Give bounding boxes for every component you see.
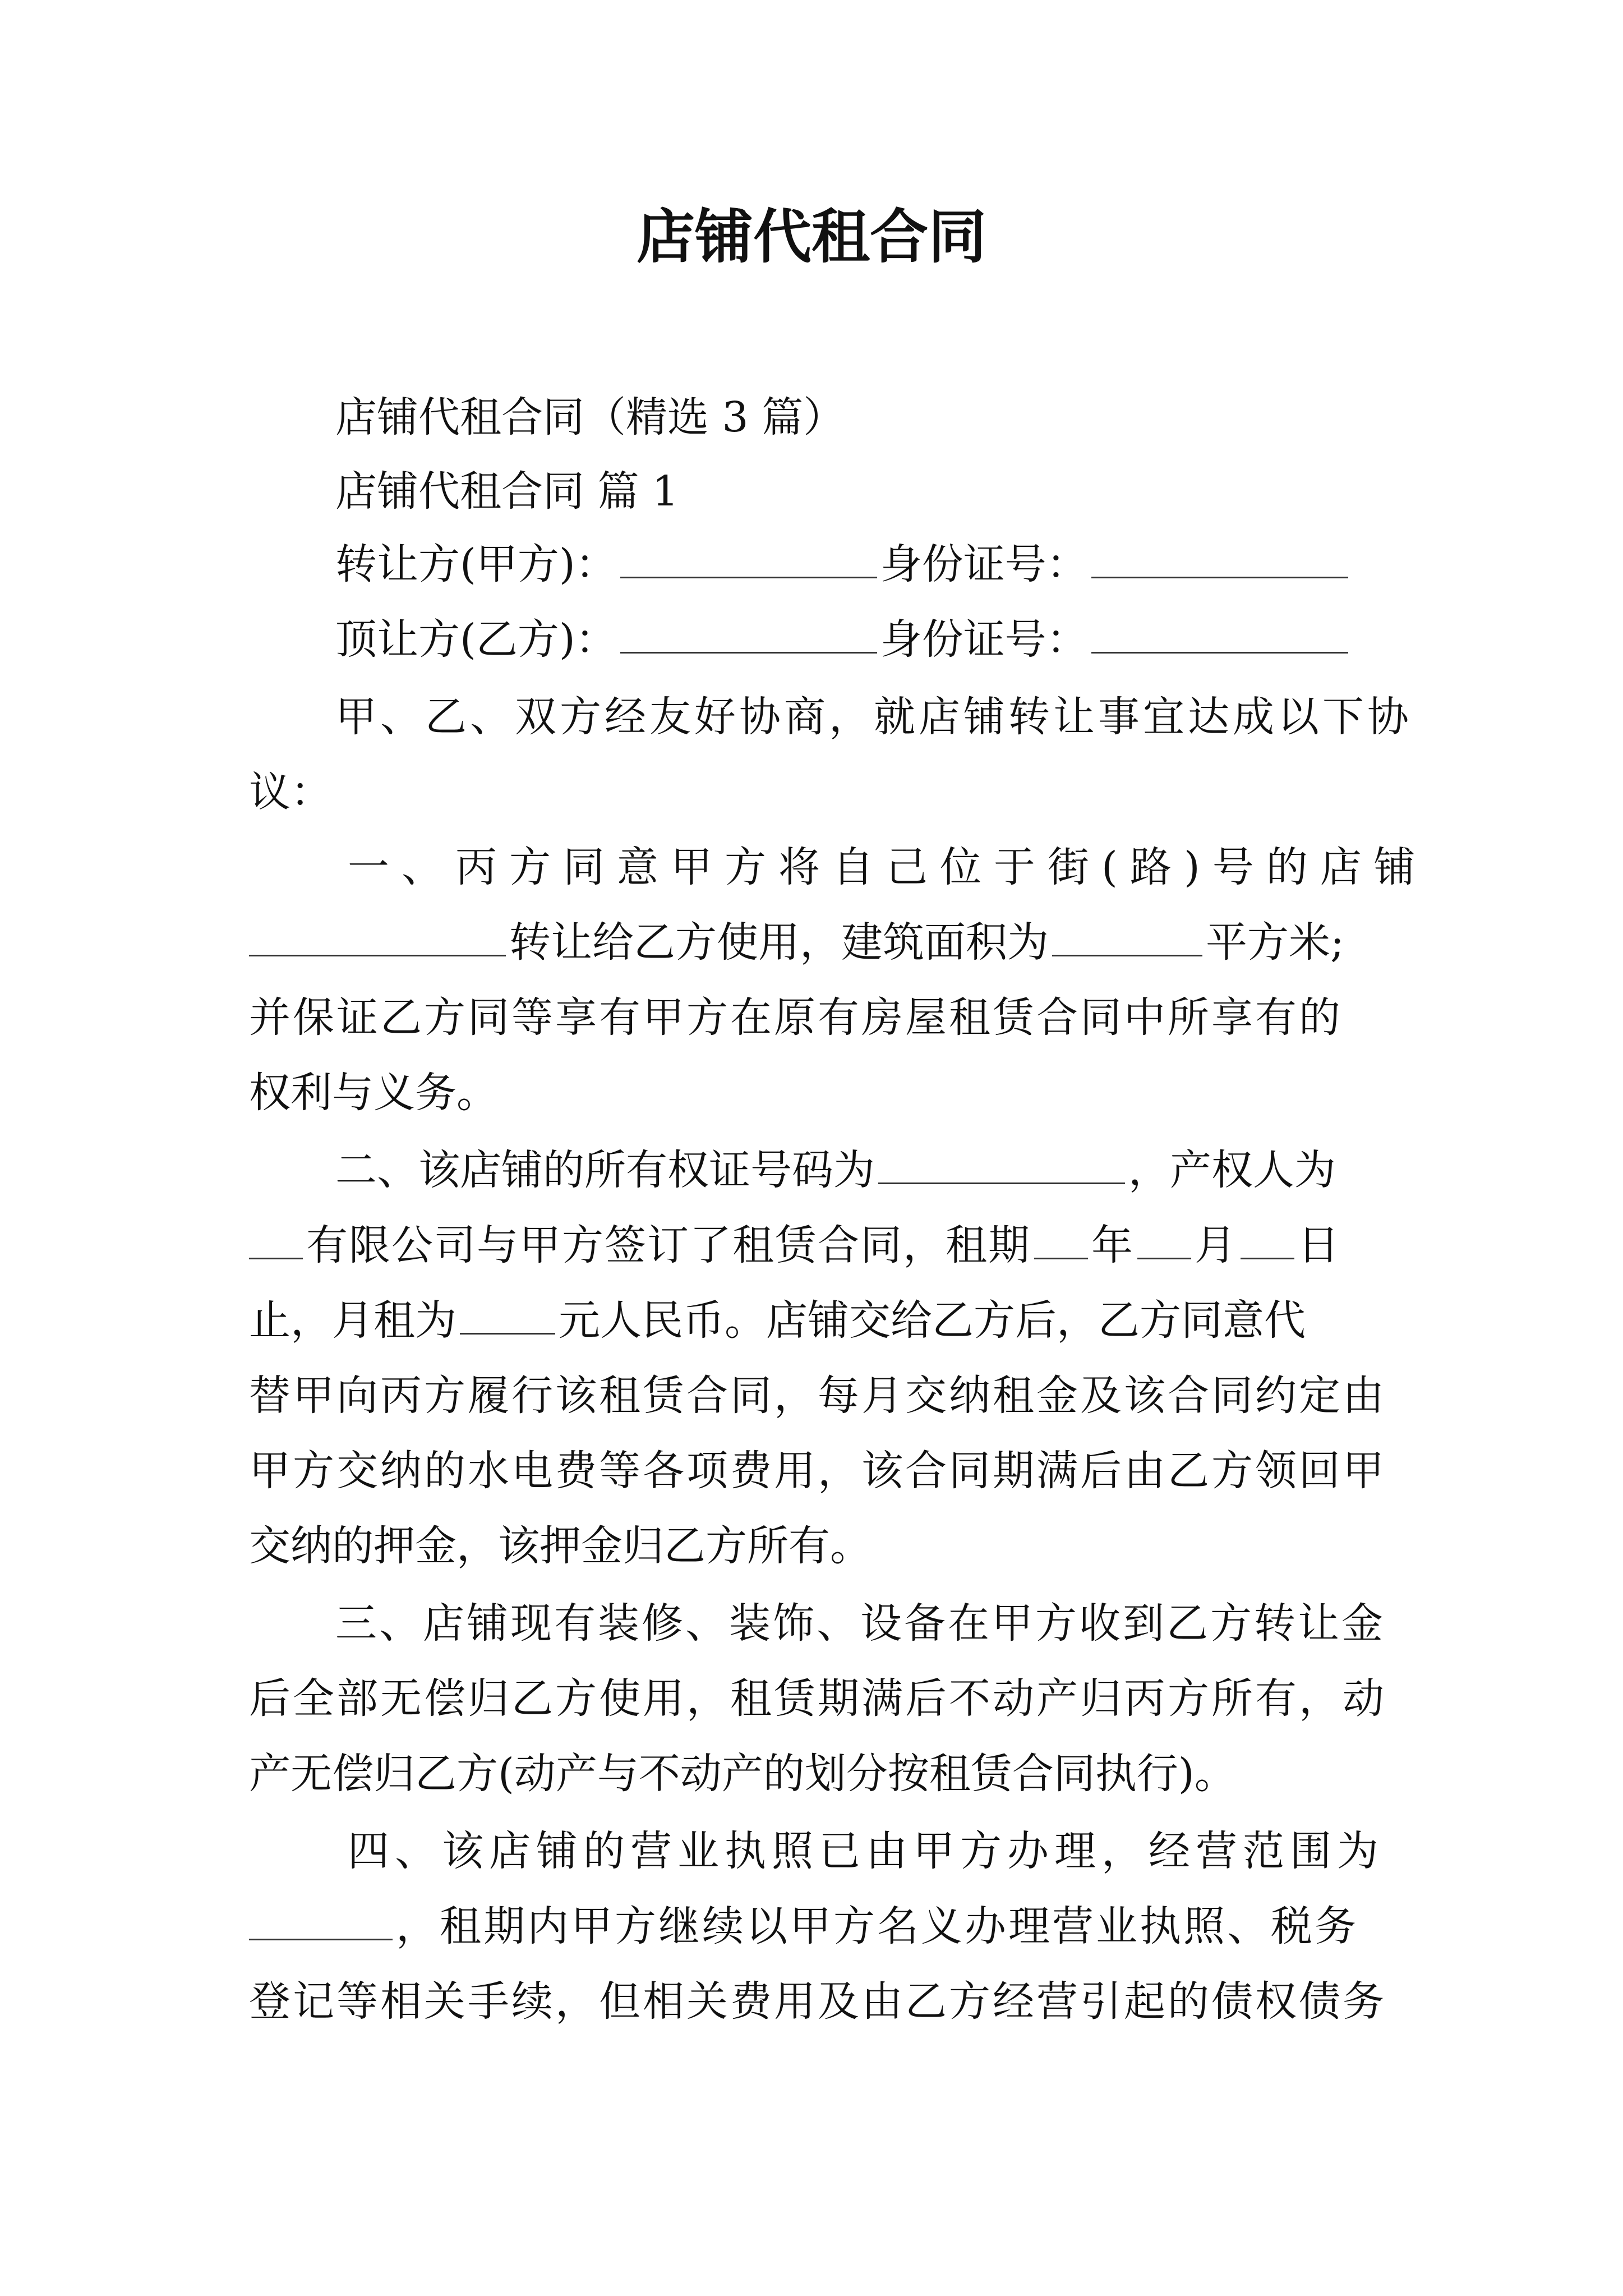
- paragraph-line: 登记等相关手续，但相关费用及由乙方经营引起的债权债务: [249, 1977, 1386, 2026]
- transferee-line: [335, 611, 1352, 668]
- paragraph-line: 三、店铺现有装修、装饰、设备在甲方收到乙方转让金: [335, 1599, 1385, 1648]
- day-blank[interactable]: [1241, 1218, 1294, 1259]
- monthly-rent-blank[interactable]: [460, 1294, 555, 1335]
- paragraph-text: 日: [1298, 1221, 1340, 1269]
- id-number-label: 身份证号：: [880, 540, 1088, 588]
- paragraph-text: 年: [1091, 1221, 1134, 1269]
- paragraph-line: 并保证乙方同等享有甲方在原有房屋租赁合同中所享有的: [249, 993, 1343, 1042]
- paragraph-text: ，租期内甲方继续以甲方名义办理营业执照、税务: [396, 1902, 1358, 1950]
- paragraph-line: 四、该店铺的营业执照已由甲方办理，经营范围为: [348, 1827, 1384, 1875]
- shop-location-blank[interactable]: [249, 915, 506, 956]
- paragraph-text: 转让给乙方使用，建筑面积为: [509, 918, 1049, 967]
- month-blank[interactable]: [1137, 1218, 1191, 1259]
- transferor-label: 转让方(甲方)：: [335, 540, 617, 588]
- paragraph-line: 议：: [249, 768, 332, 816]
- paragraph-line: [249, 1217, 1340, 1273]
- paragraph-line: 后全部无偿归乙方使用，租赁期满后不动产归丙方所有，动: [249, 1674, 1386, 1723]
- paragraph-text: ，产权人为: [1128, 1146, 1336, 1194]
- area-blank[interactable]: [1052, 915, 1202, 956]
- paragraph-line: 产无偿归乙方(动产与不动产的划分按租赁合同执行)。: [249, 1750, 1236, 1798]
- paragraph-text: 二、该店铺的所有权证号码为: [335, 1146, 875, 1194]
- transferor-line: [335, 536, 1352, 592]
- paragraph-line: [249, 1898, 1358, 1954]
- id-number-label: 身份证号：: [880, 615, 1088, 664]
- transferee-label: 顶让方(乙方)：: [335, 615, 617, 664]
- year-blank[interactable]: [1034, 1218, 1088, 1259]
- certificate-number-blank[interactable]: [878, 1143, 1125, 1184]
- paragraph-line: [335, 1142, 1336, 1198]
- company-blank[interactable]: [249, 1218, 303, 1259]
- paragraph-text: 月: [1195, 1221, 1237, 1269]
- section-heading: 店铺代租合同 篇 1: [335, 467, 679, 516]
- paragraph-line: 权利与义务。: [249, 1069, 498, 1117]
- paragraph-line: [249, 914, 1344, 970]
- paragraph-line: 甲方交纳的水电费等各项费用，该合同期满后由乙方领回甲: [249, 1447, 1386, 1495]
- paragraph-text: 元人民币。店铺交给乙方后，乙方同意代: [559, 1296, 1306, 1345]
- paragraph-line: [249, 1292, 1306, 1349]
- paragraph-line: 替甲向丙方履行该租赁合同，每月交纳租金及该合同约定由: [249, 1372, 1386, 1420]
- paragraph-text: 止，月租为: [249, 1296, 457, 1345]
- transferee-id-blank[interactable]: [1091, 613, 1348, 654]
- transferee-name-blank[interactable]: [620, 613, 877, 654]
- business-scope-blank[interactable]: [249, 1899, 393, 1940]
- paragraph-line: 交纳的押金，该押金归乙方所有。: [249, 1522, 872, 1570]
- subtitle-line: 店铺代租合同（精选 3 篇）: [335, 393, 845, 441]
- transferor-name-blank[interactable]: [620, 537, 877, 578]
- paragraph-line: 一、丙方同意甲方将自己位于街(路)号的店铺: [348, 843, 1428, 891]
- paragraph-text: 有限公司与甲方签订了租赁合同，租期: [306, 1221, 1031, 1269]
- paragraph-text: 平方米;: [1206, 918, 1344, 967]
- document-title: 店铺代租合同: [636, 202, 986, 271]
- paragraph-line: 甲、乙、双方经友好协商，就店铺转让事宜达成以下协: [335, 693, 1412, 741]
- transferor-id-blank[interactable]: [1091, 537, 1348, 578]
